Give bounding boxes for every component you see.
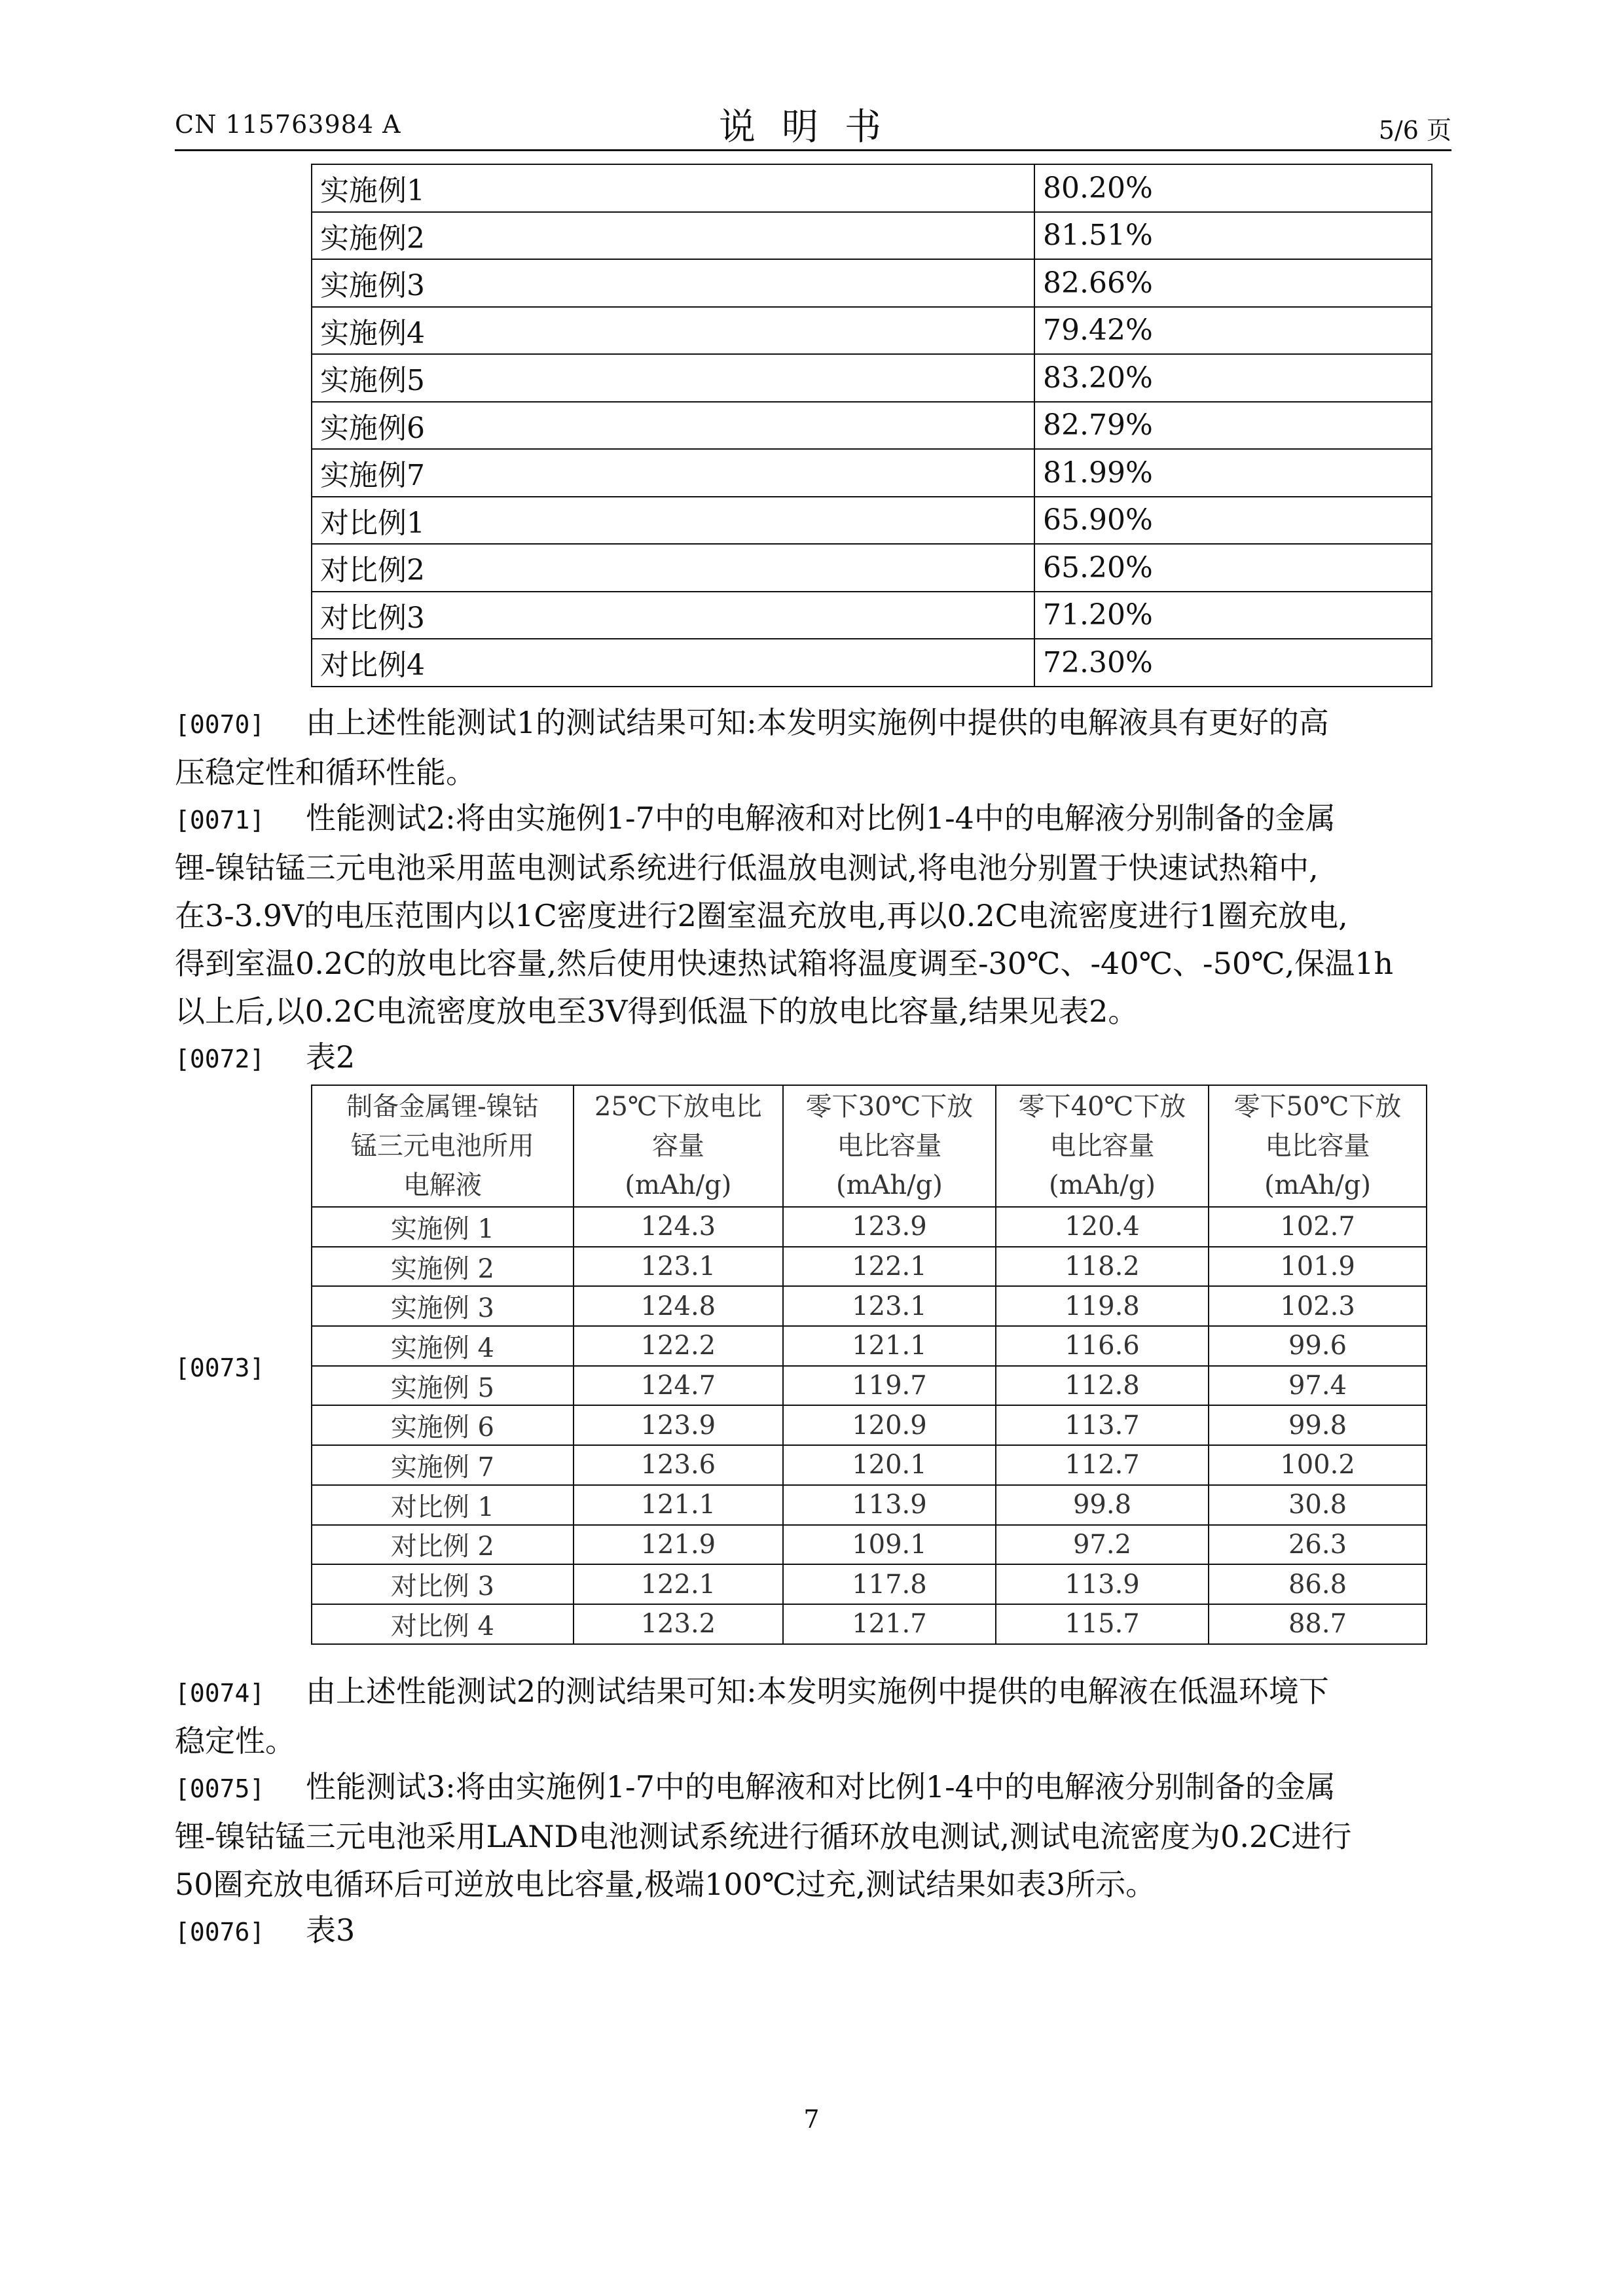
table-cell: 实施例4 [312, 307, 1034, 355]
table-cell: 88.7 [1209, 1604, 1427, 1644]
table-cell: 123.9 [783, 1207, 996, 1247]
table-cell: 65.20% [1034, 544, 1432, 592]
table-cell: 100.2 [1209, 1445, 1427, 1485]
table-cell: 对比例4 [312, 639, 1034, 687]
paragraph-tag: [0073] [175, 1354, 265, 1382]
table-cell: 124.7 [574, 1366, 783, 1406]
table-header-cell: 25℃下放电比 容量 (mAh/g) [574, 1085, 783, 1207]
paragraph-line: 50圈充放电循环后可逆放电比容量,极端100℃过充,测试结果如表3所示。 [175, 1867, 1156, 1902]
table-row [312, 592, 1432, 639]
paragraph-line: 由上述性能测试2的测试结果可知:本发明实施例中提供的电解液在低温环境下 [306, 1674, 1329, 1709]
table-cell: 81.51% [1034, 212, 1432, 260]
table-row [312, 1564, 1427, 1604]
table-cell: 121.9 [574, 1525, 783, 1565]
table-cell: 实施例5 [312, 354, 1034, 402]
paragraph-tag: [0070] [175, 710, 265, 739]
paragraph-line: 以上后,以0.2C电流密度放电至3V得到低温下的放电比容量,结果见表2。 [175, 994, 1139, 1029]
table-row [312, 259, 1432, 307]
table-cell: 实施例7 [312, 449, 1034, 497]
paragraph-line: 得到室温0.2C的放电比容量,然后使用快速热试箱将温度调至-30℃、-40℃、-50℃,保温1h [175, 946, 1394, 981]
table-cell: 117.8 [783, 1564, 996, 1604]
paragraph-line: 性能测试2:将由实施例1-7中的电解液和对比例1-4中的电解液分别制备的金属 [306, 800, 1336, 836]
table-cell: 109.1 [783, 1525, 996, 1565]
table-cell: 71.20% [1034, 592, 1432, 639]
document-title: 说明书 [719, 106, 907, 149]
table-cell: 102.7 [1209, 1207, 1427, 1247]
paragraph-0076 [175, 1907, 1451, 1956]
table-cell: 121.7 [783, 1604, 996, 1644]
table-row [312, 1445, 1427, 1485]
table-cell: 86.8 [1209, 1564, 1427, 1604]
paragraph-0070 [175, 699, 1451, 797]
table-cell: 123.2 [574, 1604, 783, 1644]
table-cell: 124.3 [574, 1207, 783, 1247]
table-cell: 72.30% [1034, 639, 1432, 687]
table-cell: 119.8 [996, 1286, 1209, 1326]
paragraph-line: 性能测试3:将由实施例1-7中的电解液和对比例1-4中的电解液分别制备的金属 [306, 1769, 1336, 1804]
table-cell: 26.3 [1209, 1525, 1427, 1565]
table-cell: 97.2 [996, 1525, 1209, 1565]
page-number: 7 [803, 2105, 820, 2134]
table-cell: 113.9 [783, 1485, 996, 1525]
table-cell: 对比例1 [312, 497, 1034, 545]
table-cell: 99.8 [996, 1485, 1209, 1525]
table-cell: 101.9 [1209, 1247, 1427, 1287]
table-cell: 120.9 [783, 1405, 996, 1445]
table-header-cell: 制备金属锂-镍钴 锰三元电池所用 电解液 [312, 1085, 574, 1207]
table-cell: 120.4 [996, 1207, 1209, 1247]
table-cell: 97.4 [1209, 1366, 1427, 1406]
table-cell: 实施例 6 [312, 1405, 574, 1445]
table-cell: 119.7 [783, 1366, 996, 1406]
table-row [312, 307, 1432, 355]
table-cell: 实施例 1 [312, 1207, 574, 1247]
table-cell: 116.6 [996, 1326, 1209, 1366]
table-cell: 83.20% [1034, 354, 1432, 402]
table-cell: 112.8 [996, 1366, 1209, 1406]
table-row [312, 1326, 1427, 1366]
table-cell: 118.2 [996, 1247, 1209, 1287]
table-cell: 82.79% [1034, 402, 1432, 450]
paragraph-line: 压稳定性和循环性能。 [175, 755, 476, 790]
table-row [312, 1485, 1427, 1525]
table-cell: 实施例2 [312, 212, 1034, 260]
paragraph-line: 在3-3.9V的电压范围内以1C密度进行2圈室温充放电,再以0.2C电流密度进行1圈充放电, [175, 898, 1348, 933]
table-cell: 112.7 [996, 1445, 1209, 1485]
paragraph-tag: [0075] [175, 1774, 265, 1803]
table-row [312, 1525, 1427, 1565]
table-cell: 120.1 [783, 1445, 996, 1485]
table-row [312, 639, 1432, 687]
paragraph-0075 [175, 1763, 1451, 1909]
page-header [175, 98, 1451, 151]
paragraph-line: 锂-镍钴锰三元电池采用蓝电测试系统进行低温放电测试,将电池分别置于快速试热箱中, [175, 850, 1319, 886]
table-cell: 123.6 [574, 1445, 783, 1485]
table-cell: 121.1 [783, 1326, 996, 1366]
table-cell: 对比例 2 [312, 1525, 574, 1565]
table-caption: 表2 [306, 1039, 356, 1075]
header-divider [175, 149, 1451, 151]
table-row [312, 164, 1432, 212]
table-cell: 对比例3 [312, 592, 1034, 639]
table-cell: 80.20% [1034, 164, 1432, 212]
header-page-number: 5/6 页 [1378, 116, 1451, 145]
table-cell: 对比例2 [312, 544, 1034, 592]
paragraph-tag: [0072] [175, 1045, 265, 1073]
table-cell: 115.7 [996, 1604, 1209, 1644]
table-caption: 表3 [306, 1912, 356, 1948]
table-cell: 99.8 [1209, 1405, 1427, 1445]
table-row [312, 1247, 1427, 1287]
table-row [312, 449, 1432, 497]
table-cell: 121.1 [574, 1485, 783, 1525]
table-cell: 122.1 [783, 1247, 996, 1287]
table-cell: 30.8 [1209, 1485, 1427, 1525]
table-row [312, 1366, 1427, 1406]
table-cell: 79.42% [1034, 307, 1432, 355]
paragraph-0071 [175, 795, 1451, 1035]
table-header-cell: 零下40℃下放 电比容量 (mAh/g) [996, 1085, 1209, 1207]
paragraph-0072 [175, 1033, 1451, 1083]
table-cell: 123.1 [574, 1247, 783, 1287]
table-cell: 123.9 [574, 1405, 783, 1445]
table-cell: 124.8 [574, 1286, 783, 1326]
paragraph-tag: [0071] [175, 806, 265, 834]
table-cell: 实施例 2 [312, 1247, 574, 1287]
table-cell: 123.1 [783, 1286, 996, 1326]
paragraph-tag: [0074] [175, 1679, 265, 1708]
table-cell: 122.2 [574, 1326, 783, 1366]
table-cell: 99.6 [1209, 1326, 1427, 1366]
table-row [312, 402, 1432, 450]
paragraph-tag: [0076] [175, 1918, 265, 1946]
paragraph-line: 稳定性。 [175, 1723, 295, 1759]
table-header-cell: 零下30℃下放 电比容量 (mAh/g) [783, 1085, 996, 1207]
publication-number: CN 115763984 A [175, 110, 401, 139]
table-cell: 实施例1 [312, 164, 1034, 212]
table-cell: 对比例 4 [312, 1604, 574, 1644]
paragraph-line: 由上述性能测试1的测试结果可知:本发明实施例中提供的电解液具有更好的高 [306, 705, 1329, 740]
table-2 [311, 1085, 1427, 1645]
table-row [312, 1604, 1427, 1644]
table-header-cell: 零下50℃下放 电比容量 (mAh/g) [1209, 1085, 1427, 1207]
paragraph-0074 [175, 1668, 1451, 1765]
table-cell: 81.99% [1034, 449, 1432, 497]
table-cell: 对比例 3 [312, 1564, 574, 1604]
table-cell: 实施例3 [312, 259, 1034, 307]
paragraph-line: 锂-镍钴锰三元电池采用LAND电池测试系统进行循环放电测试,测试电流密度为0.2C进行 [175, 1819, 1352, 1854]
table-cell: 102.3 [1209, 1286, 1427, 1326]
table-row [312, 1207, 1427, 1247]
table-header-row [312, 1085, 1427, 1207]
table-cell: 实施例 7 [312, 1445, 574, 1485]
table-row [312, 212, 1432, 260]
table-cell: 实施例 3 [312, 1286, 574, 1326]
table-cell: 82.66% [1034, 259, 1432, 307]
table-row [312, 354, 1432, 402]
table-1 [311, 164, 1432, 687]
table-cell: 实施例 5 [312, 1366, 574, 1406]
table-cell: 113.9 [996, 1564, 1209, 1604]
table-cell: 113.7 [996, 1405, 1209, 1445]
table-cell: 对比例 1 [312, 1485, 574, 1525]
table-row [312, 497, 1432, 545]
table-cell: 实施例6 [312, 402, 1034, 450]
table-cell: 实施例 4 [312, 1326, 574, 1366]
table-row [312, 544, 1432, 592]
table-cell: 122.1 [574, 1564, 783, 1604]
table-row [312, 1405, 1427, 1445]
table-cell: 65.90% [1034, 497, 1432, 545]
table-row [312, 1286, 1427, 1326]
